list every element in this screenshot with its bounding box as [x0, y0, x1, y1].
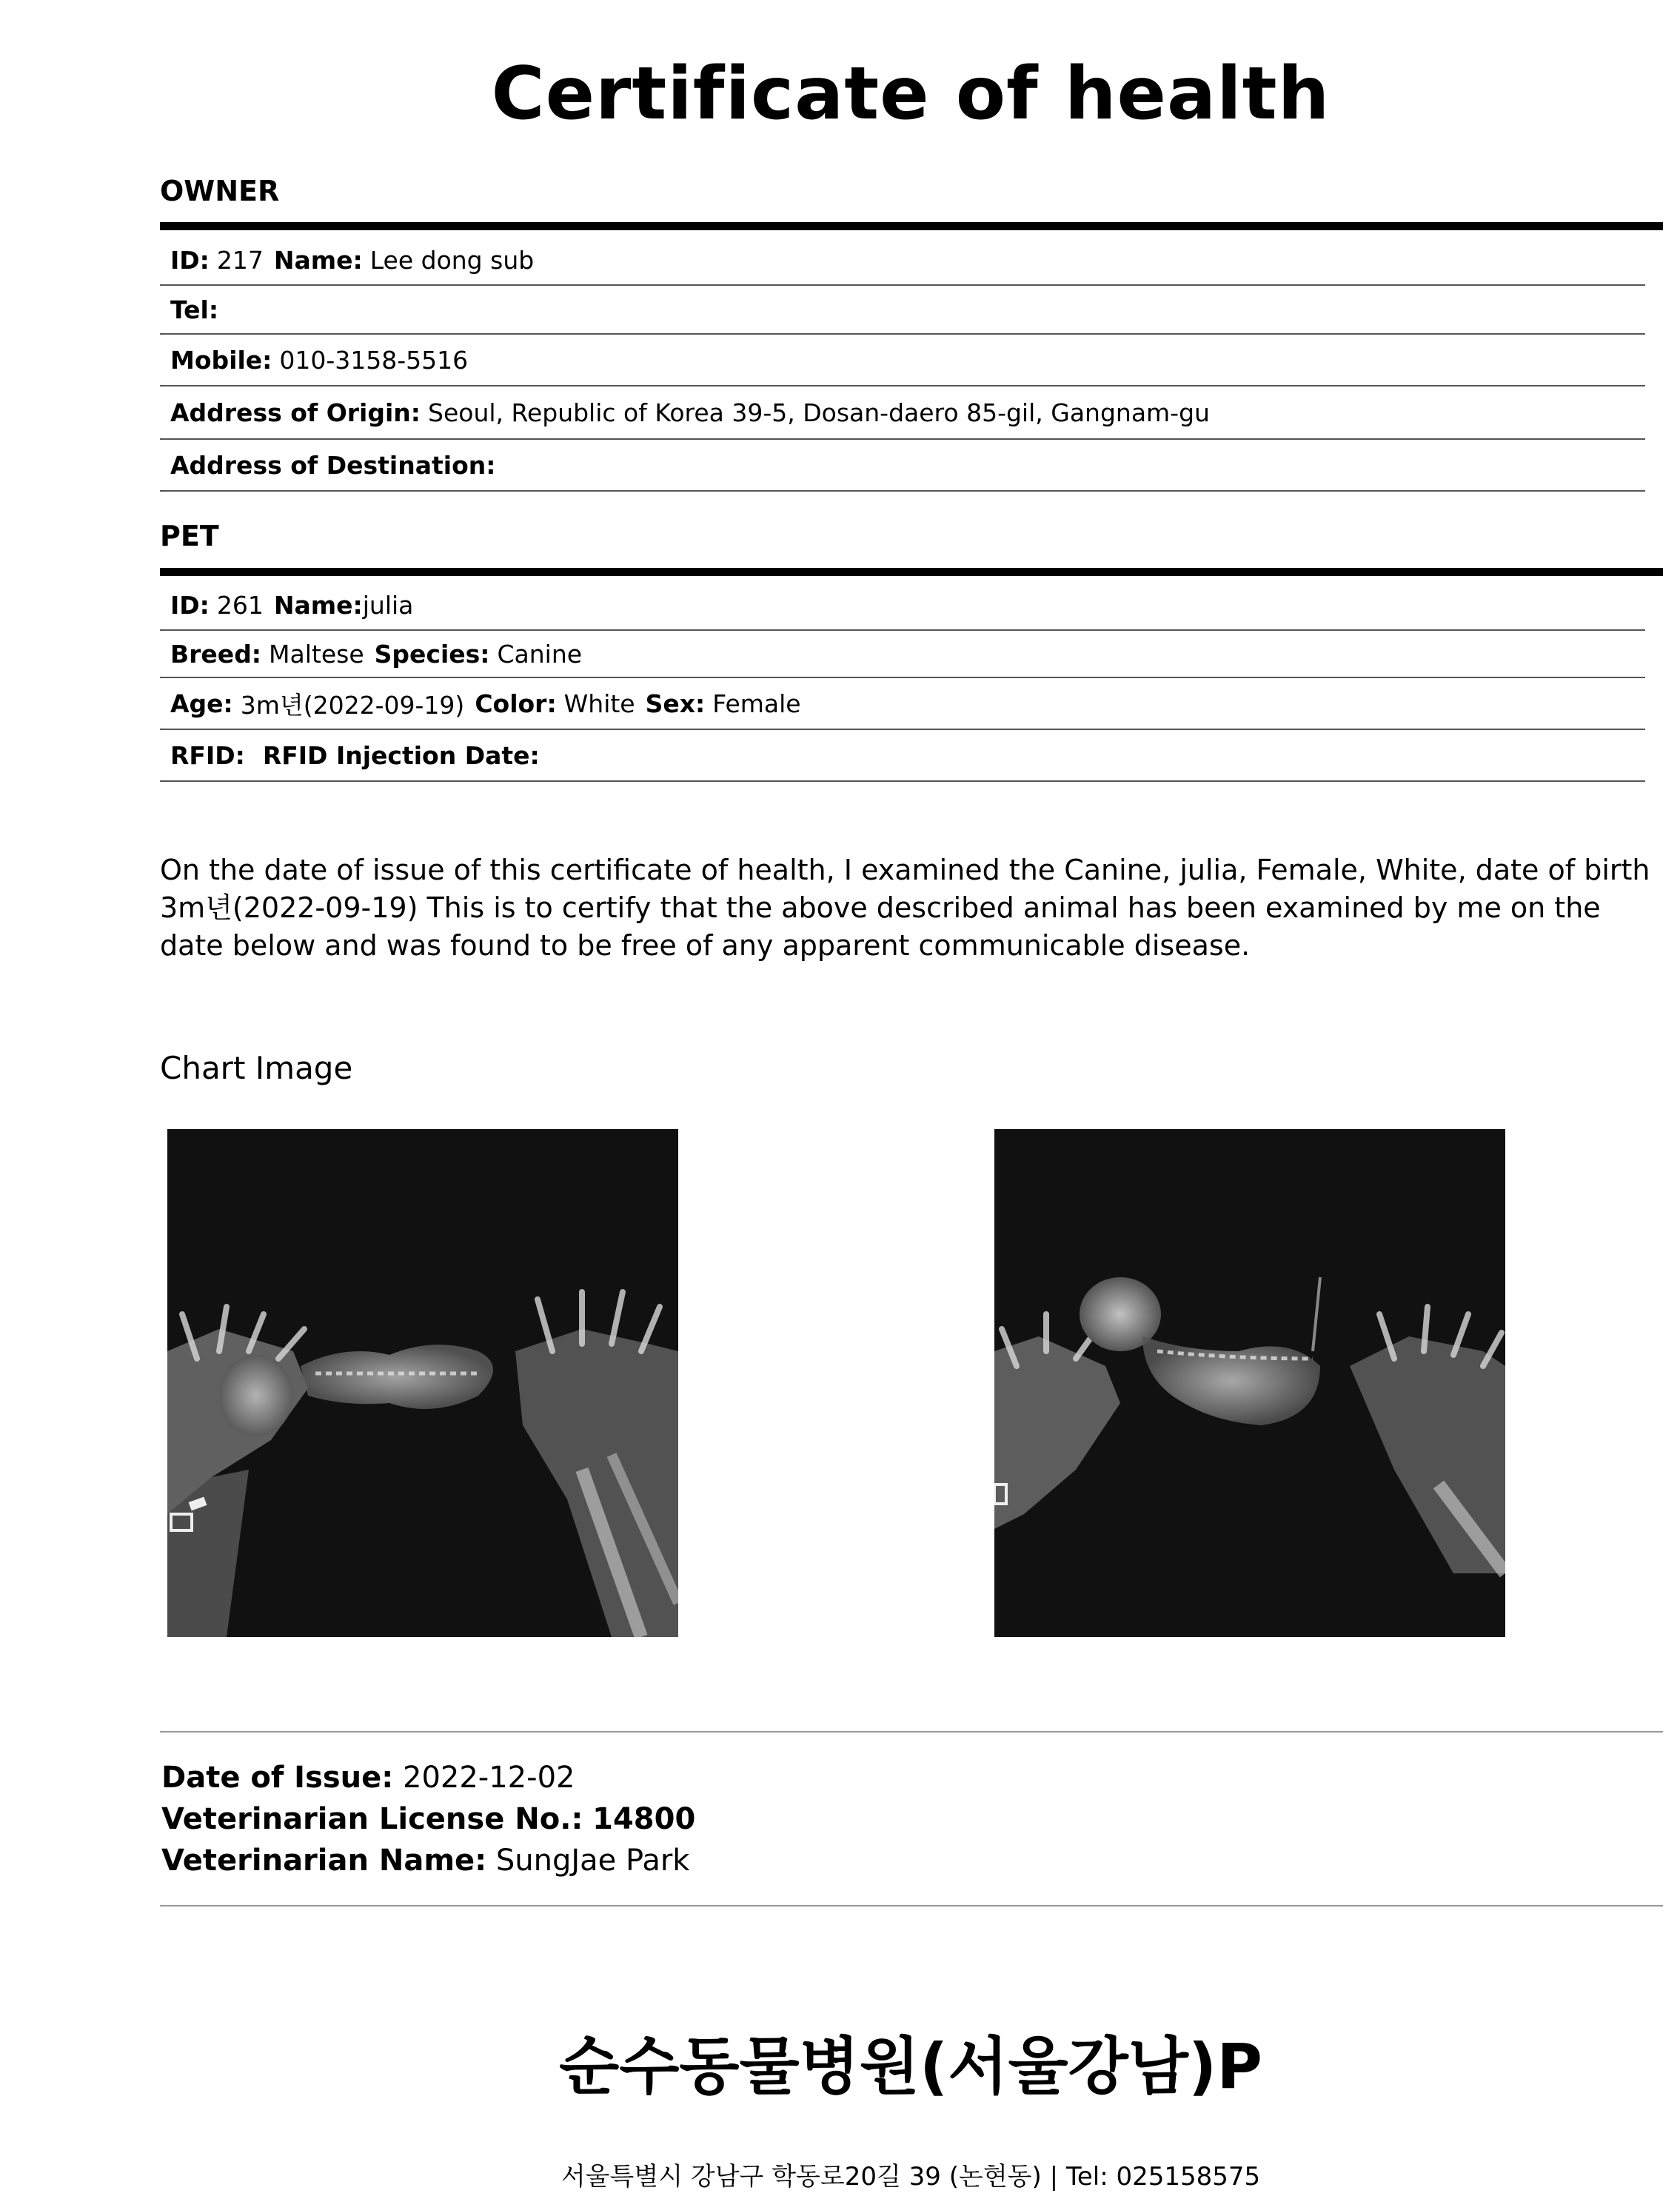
vet-name-value: SungJae Park: [495, 1844, 690, 1878]
pet-species-label: Species:: [374, 639, 490, 669]
pet-rfid-row: [160, 730, 1645, 782]
license-value: 14800: [592, 1802, 696, 1836]
pet-breed-value: Maltese: [269, 639, 364, 669]
pet-color-value: White: [563, 689, 635, 718]
pet-rfid-date-label: RFID Injection Date:: [262, 740, 540, 770]
license-label: Veterinarian License No.:: [161, 1802, 583, 1836]
owner-origin-value: Seoul, Republic of Korea 39-5, Dosan-daero 85-gil, Gangnam-gu: [428, 398, 1210, 427]
pet-age-row: [160, 678, 1645, 730]
owner-name-value: Lee dong sub: [369, 245, 535, 275]
owner-destination-row: [160, 440, 1645, 492]
pet-divider: [160, 568, 1663, 576]
pet-sex-value: Female: [712, 689, 801, 718]
issue-bottom-divider: [160, 1905, 1663, 1907]
chart-image-label: Chart Image: [160, 1050, 353, 1086]
vet-name-label: Veterinarian Name:: [161, 1844, 487, 1878]
date-of-issue-label: Date of Issue:: [161, 1761, 394, 1795]
pet-species-value: Canine: [497, 639, 583, 669]
pet-name-label: Name:: [273, 590, 363, 620]
pet-age-value: 3m년(2022-09-19): [240, 690, 465, 720]
xray-image-lateral: [994, 1129, 1505, 1637]
owner-mobile-value: 010-3158-5516: [279, 345, 469, 375]
xray-dorsoventral-graphic: [167, 1129, 678, 1637]
xray-lateral-graphic: [994, 1129, 1505, 1637]
pet-section-label: PET: [160, 520, 219, 552]
owner-tel-label: Tel:: [170, 295, 219, 324]
owner-divider: [160, 222, 1663, 230]
date-of-issue-value: 2022-12-02: [403, 1761, 575, 1795]
date-of-issue-line: [161, 1761, 575, 1795]
owner-id-row: [160, 235, 1645, 286]
owner-origin-row: [160, 386, 1645, 440]
owner-id-label: ID:: [170, 245, 210, 275]
owner-id-value: 217: [216, 245, 264, 275]
certificate-title: Certificate of health: [491, 52, 1331, 136]
owner-destination-label: Address of Destination:: [170, 450, 496, 480]
owner-mobile-label: Mobile:: [170, 345, 272, 375]
xray-image-dorsoventral: [167, 1129, 678, 1637]
pet-age-label: Age:: [170, 689, 233, 718]
pet-id-row: [160, 580, 1645, 631]
vet-name-line: [161, 1844, 689, 1878]
hospital-address-footer: 서울특별시 강남구 학동로20길 39 (논현동) | Tel: 025158575: [560, 2162, 1261, 2192]
issue-top-divider: [160, 1731, 1663, 1733]
pet-color-label: Color:: [475, 689, 557, 718]
owner-origin-label: Address of Origin:: [170, 398, 421, 427]
pet-sex-label: Sex:: [645, 689, 706, 718]
pet-breed-row: [160, 631, 1645, 678]
certification-statement: On the date of issue of this certificate of health, I examined the Canine, julia, Female, White, date of birth 3m년(2022-09-19) This is to certify that the above described animal has been examined by me on the date below and was found to be free of any apparent communicable disease.: [160, 854, 1650, 962]
pet-rfid-label: RFID:: [170, 740, 245, 770]
pet-id-value: 261: [216, 590, 264, 620]
pet-breed-label: Breed:: [170, 639, 262, 669]
license-line: [161, 1802, 695, 1836]
owner-tel-row: [160, 286, 1645, 335]
owner-mobile-row: [160, 335, 1645, 386]
pet-id-label: ID:: [170, 590, 210, 620]
owner-section-label: OWNER: [160, 175, 280, 207]
owner-name-label: Name:: [273, 245, 363, 275]
pet-name-value: julia: [362, 590, 414, 620]
hospital-name: 순수동물병원(서울강남)P: [559, 2030, 1262, 2103]
